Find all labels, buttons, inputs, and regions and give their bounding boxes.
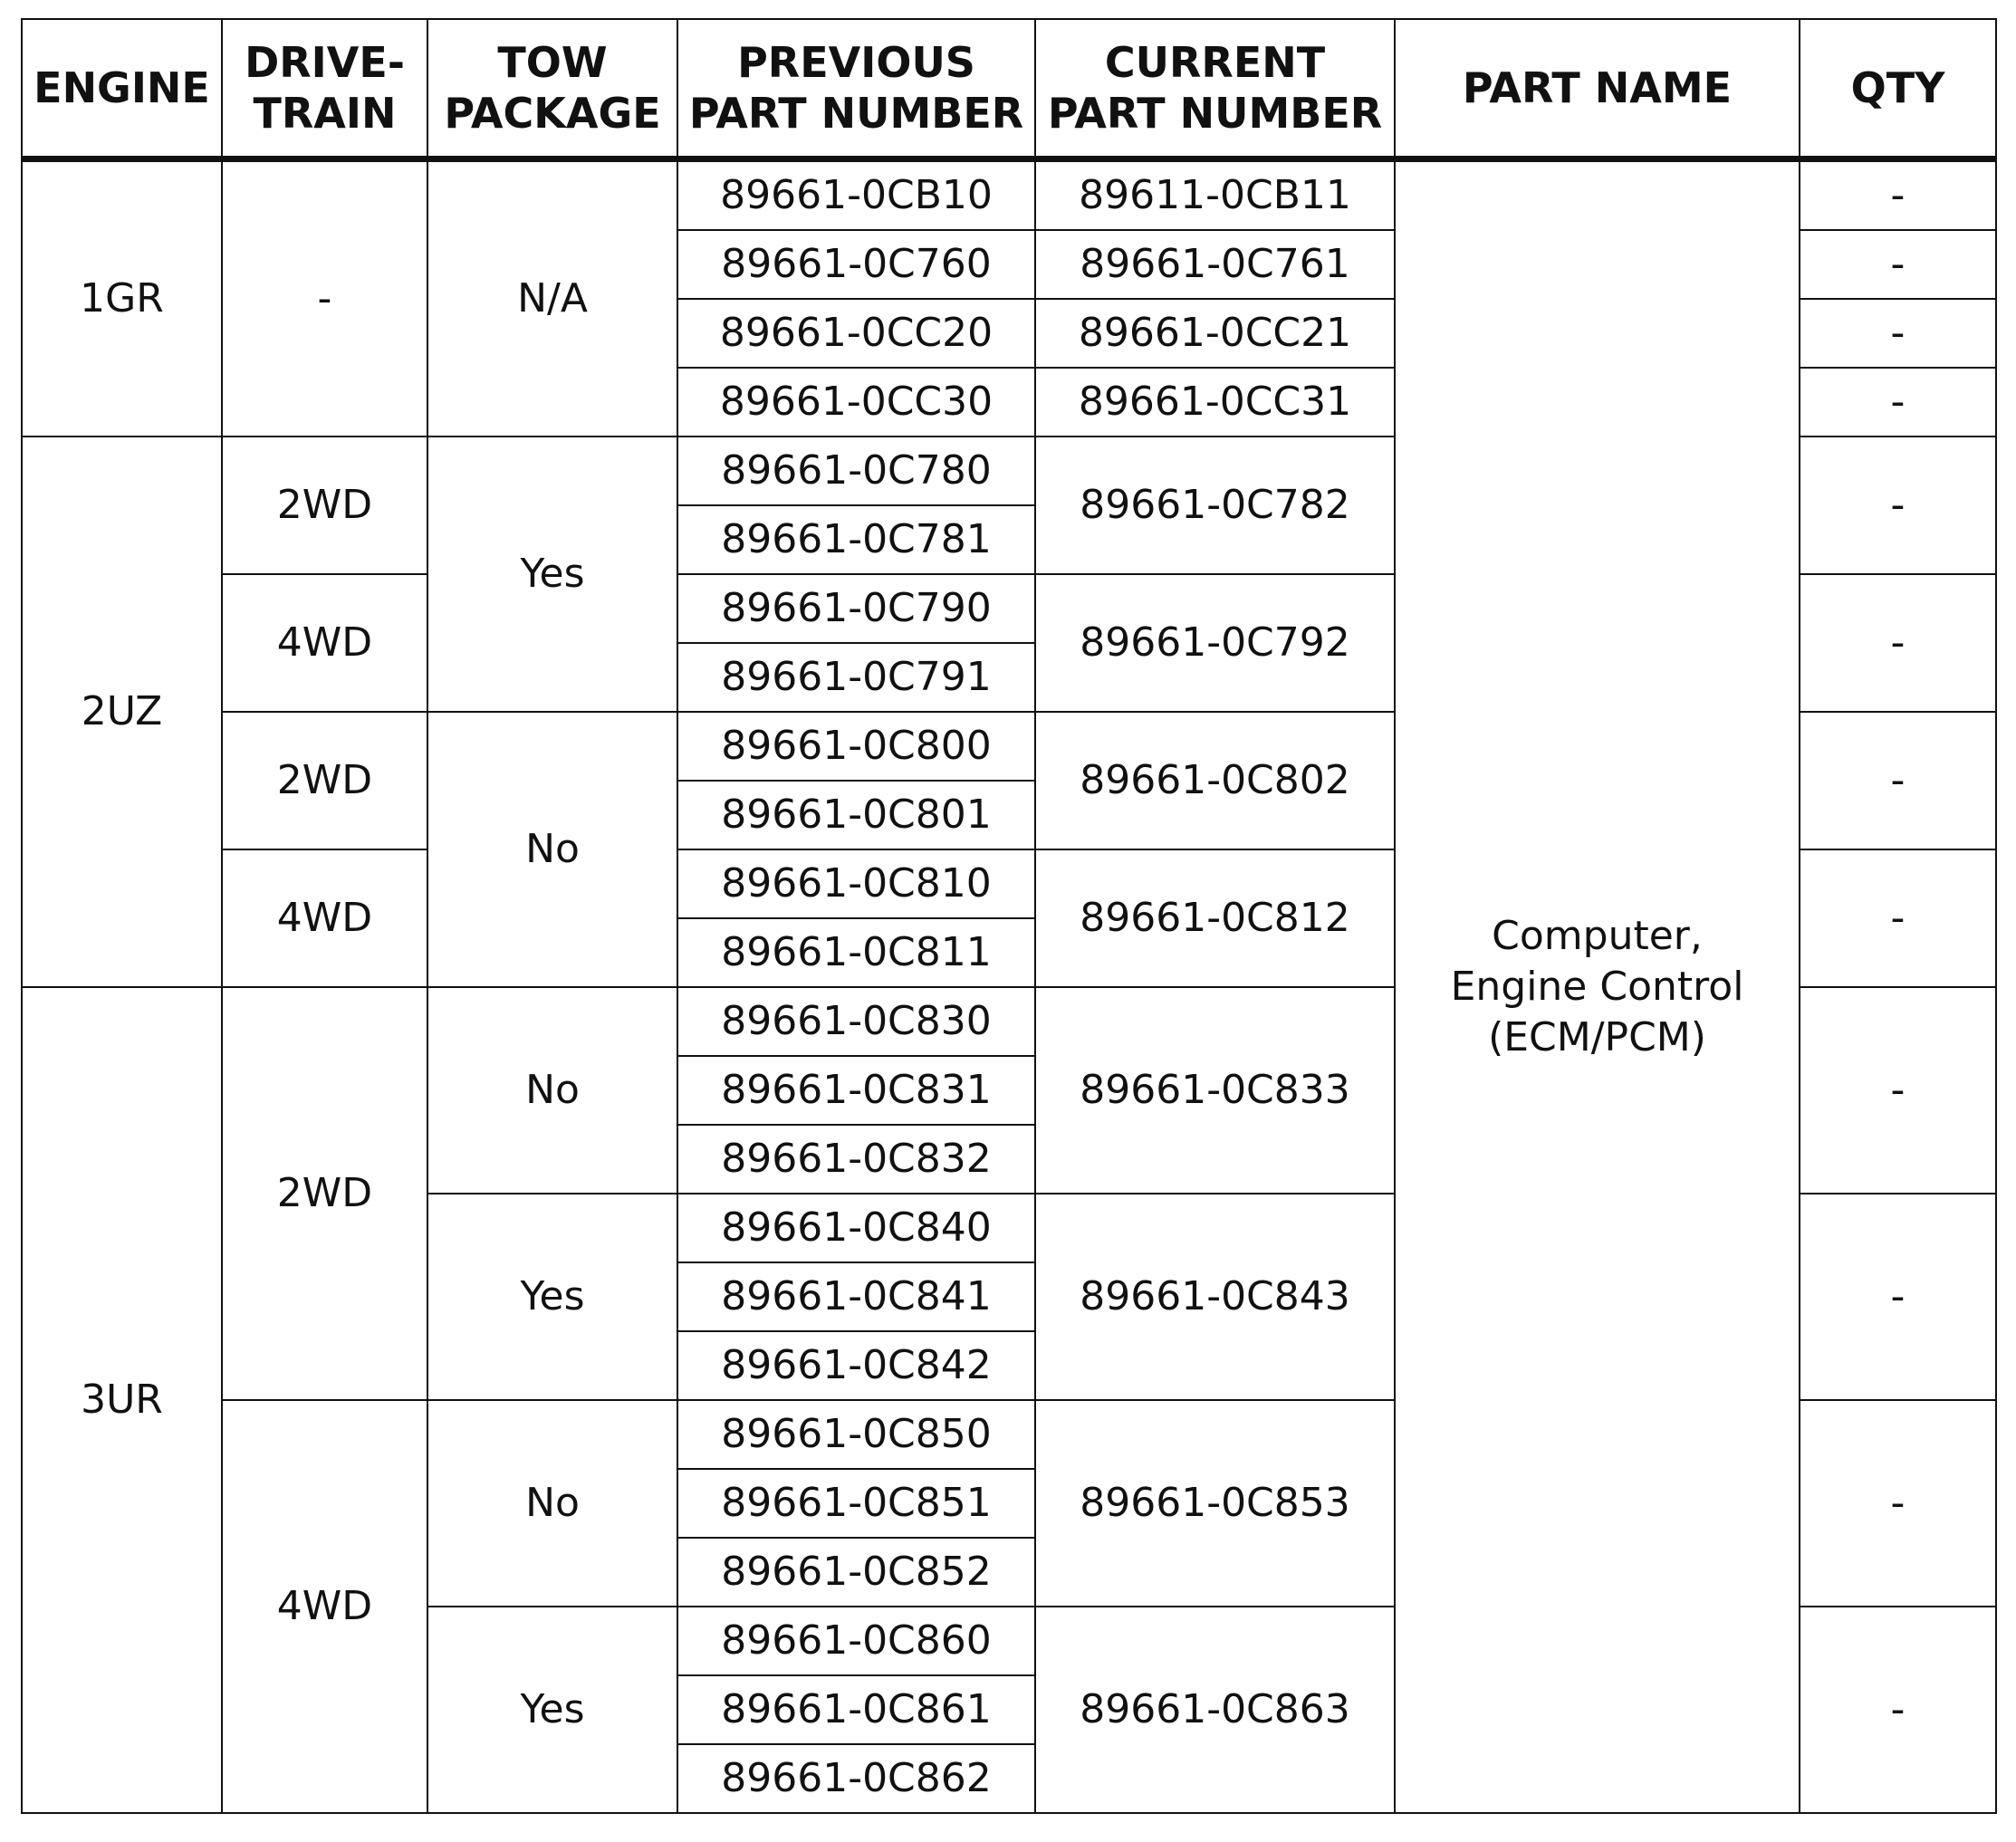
current-part-number-cell: 89661-0C833 — [1035, 987, 1395, 1194]
drivetrain-cell: 2WD — [222, 712, 427, 849]
drivetrain-cell: 2WD — [222, 987, 427, 1400]
part-name-cell: Computer, Engine Control (ECM/PCM) — [1395, 159, 1800, 1814]
table-row — [22, 159, 1996, 231]
tow-package-cell: Yes — [427, 437, 677, 712]
previous-part-number-cell: 89661-0C861 — [677, 1675, 1035, 1744]
tow-package-cell: N/A — [427, 159, 677, 437]
previous-part-number-cell: 89661-0C860 — [677, 1607, 1035, 1675]
current-part-number-cell: 89661-0C863 — [1035, 1607, 1395, 1813]
header-engine: ENGINE — [22, 19, 222, 159]
drivetrain-cell: 4WD — [222, 849, 427, 987]
previous-part-number-cell: 89661-0C781 — [677, 505, 1035, 574]
previous-part-number-cell: 89661-0CC20 — [677, 299, 1035, 368]
current-part-number-cell: 89661-0C761 — [1035, 230, 1395, 299]
qty-cell: - — [1800, 1400, 1996, 1607]
previous-part-number-cell: 89661-0CC30 — [677, 368, 1035, 437]
previous-part-number-cell: 89661-0C801 — [677, 781, 1035, 849]
current-part-number-cell: 89661-0C802 — [1035, 712, 1395, 849]
qty-cell: - — [1800, 230, 1996, 299]
header-current-part-number: CURRENT PART NUMBER — [1035, 19, 1395, 159]
previous-part-number-cell: 89661-0C851 — [677, 1469, 1035, 1538]
qty-cell: - — [1800, 1194, 1996, 1400]
header-part-name: PART NAME — [1395, 19, 1800, 159]
previous-part-number-cell: 89661-0C852 — [677, 1538, 1035, 1607]
current-part-number-cell: 89661-0CC31 — [1035, 368, 1395, 437]
drivetrain-cell: 2WD — [222, 437, 427, 574]
previous-part-number-cell: 89661-0C791 — [677, 643, 1035, 712]
qty-cell: - — [1800, 849, 1996, 987]
qty-cell: - — [1800, 159, 1996, 231]
header-previous-part-number: PREVIOUS PART NUMBER — [677, 19, 1035, 159]
previous-part-number-cell: 89661-0C840 — [677, 1194, 1035, 1262]
current-part-number-cell: 89661-0C843 — [1035, 1194, 1395, 1400]
qty-cell: - — [1800, 437, 1996, 574]
tow-package-cell: No — [427, 987, 677, 1194]
previous-part-number-cell: 89661-0CB10 — [677, 159, 1035, 231]
qty-cell: - — [1800, 574, 1996, 712]
drivetrain-cell: 4WD — [222, 1400, 427, 1813]
previous-part-number-cell: 89661-0C862 — [677, 1744, 1035, 1813]
current-part-number-cell: 89661-0CC21 — [1035, 299, 1395, 368]
parts-table — [21, 18, 1997, 1814]
current-part-number-cell: 89611-0CB11 — [1035, 159, 1395, 231]
qty-cell: - — [1800, 299, 1996, 368]
current-part-number-cell: 89661-0C792 — [1035, 574, 1395, 712]
engine-cell: 2UZ — [22, 437, 222, 987]
current-part-number-cell: 89661-0C812 — [1035, 849, 1395, 987]
qty-cell: - — [1800, 368, 1996, 437]
previous-part-number-cell: 89661-0C790 — [677, 574, 1035, 643]
current-part-number-cell: 89661-0C853 — [1035, 1400, 1395, 1607]
qty-cell: - — [1800, 987, 1996, 1194]
tow-package-cell: No — [427, 712, 677, 987]
current-part-number-cell: 89661-0C782 — [1035, 437, 1395, 574]
tow-package-cell: Yes — [427, 1607, 677, 1813]
qty-cell: - — [1800, 712, 1996, 849]
previous-part-number-cell: 89661-0C850 — [677, 1400, 1035, 1469]
header-row — [22, 19, 1996, 159]
engine-cell: 3UR — [22, 987, 222, 1813]
previous-part-number-cell: 89661-0C832 — [677, 1125, 1035, 1194]
header-qty: QTY — [1800, 19, 1996, 159]
header-drivetrain: DRIVE- TRAIN — [222, 19, 427, 159]
qty-cell: - — [1800, 1607, 1996, 1813]
previous-part-number-cell: 89661-0C841 — [677, 1262, 1035, 1331]
header-tow-package: TOW PACKAGE — [427, 19, 677, 159]
tow-package-cell: No — [427, 1400, 677, 1607]
previous-part-number-cell: 89661-0C831 — [677, 1056, 1035, 1125]
previous-part-number-cell: 89661-0C780 — [677, 437, 1035, 505]
tow-package-cell: Yes — [427, 1194, 677, 1400]
previous-part-number-cell: 89661-0C800 — [677, 712, 1035, 781]
previous-part-number-cell: 89661-0C810 — [677, 849, 1035, 918]
previous-part-number-cell: 89661-0C842 — [677, 1331, 1035, 1400]
previous-part-number-cell: 89661-0C760 — [677, 230, 1035, 299]
engine-cell: 1GR — [22, 159, 222, 437]
drivetrain-cell: - — [222, 159, 427, 437]
drivetrain-cell: 4WD — [222, 574, 427, 712]
previous-part-number-cell: 89661-0C830 — [677, 987, 1035, 1056]
previous-part-number-cell: 89661-0C811 — [677, 918, 1035, 987]
